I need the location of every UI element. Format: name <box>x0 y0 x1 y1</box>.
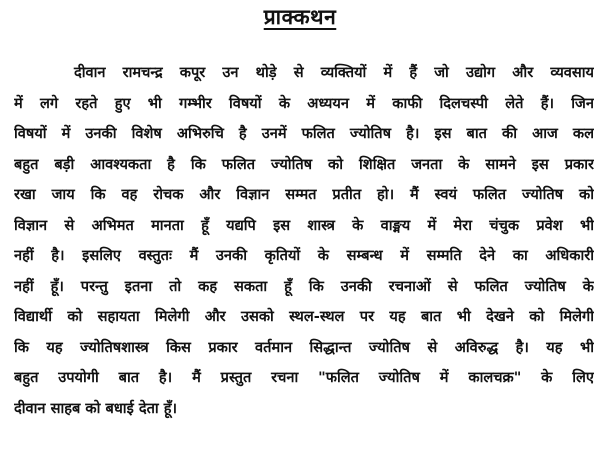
body-paragraph <box>14 58 594 424</box>
text-line: नहीं हूँ। परन्तु इतना तो कह सकता हूँ कि उनकी रचनाओं से फलित ज्योतिष के <box>14 277 594 295</box>
text-line: में लगे रहते हुए भी गम्भीर विषयों के अध्ययन में काफी दिलचस्पी लेते हैं। जिन <box>14 94 594 112</box>
text-line: कि यह ज्योतिषशास्त्र किस प्रकार वर्तमान सिद्धान्त ज्योतिष से अविरुद्ध है। यह भी <box>14 338 594 356</box>
text-line: विषयों में उनकी विशेष अभिरुचि है उनमें फलित ज्योतिष है। इस बात की आज कल <box>14 125 594 142</box>
text-line: बहुत बड़ी आवश्यकता है कि फलित ज्योतिष को शिक्षित जनता के सामने इस प्रकार <box>14 155 594 173</box>
text-line: विद्यार्थी को सहायता मिलेगी और उसको स्थल-स्थल पर यह बात भी देखने को मिलेगी <box>14 308 594 325</box>
text-line: दीवान साहब को बधाई देता हूँ। <box>14 399 178 417</box>
text-line: दीवान रामचन्द्र कपूर उन थोड़े से व्यक्तियों में हैं जो उद्योग और व्यवसाय <box>74 64 594 81</box>
page-title: प्राक्कथन <box>263 5 337 29</box>
text-line: विज्ञान से अभिमत मानता हूँ यद्यपि इस शास्त्र के वाङ्मय में मेरा चंचुक प्रवेश भी <box>14 216 594 234</box>
text-line: नहीं है। इसलिए वस्तुतः मैं उनकी कृतियों के सम्बन्ध में सम्मति देने का अधिकारी <box>14 247 594 264</box>
text-line: रखा जाय कि वह रोचक और विज्ञान सम्मत प्रतीत हो। मैं स्वयं फलित ज्योतिष को <box>14 186 594 203</box>
text-line: बहुत उपयोगी बात है। मैं प्रस्तुत रचना "फलित ज्योतिष में कालचक्र" के लिए <box>14 369 594 386</box>
